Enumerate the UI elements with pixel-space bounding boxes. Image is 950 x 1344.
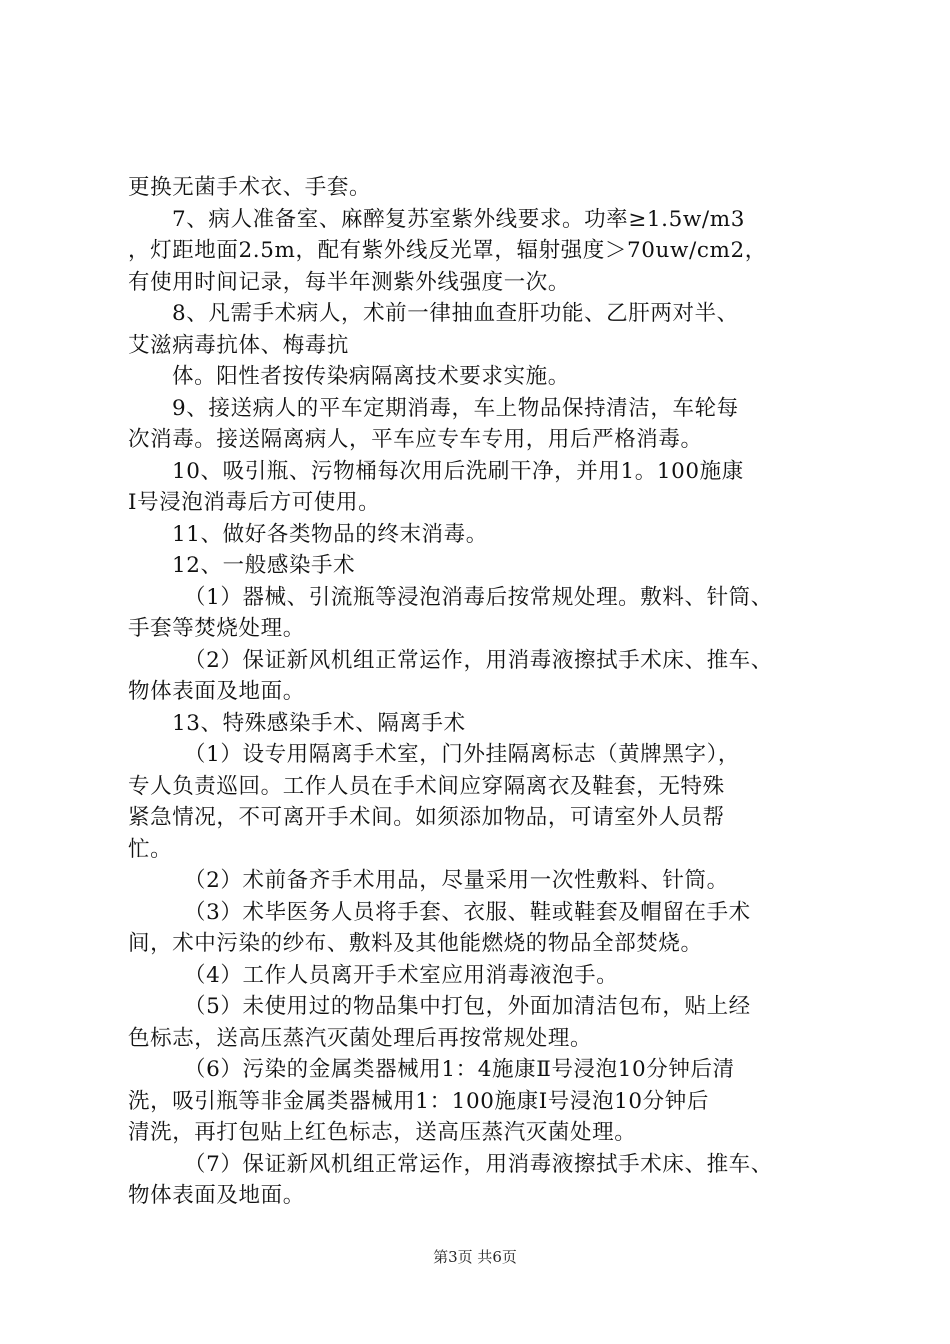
text-line: 有使用时间记录，每半年测紫外线强度一次。	[128, 269, 571, 295]
text-line: 忙。	[128, 836, 173, 862]
text-line: 手套等焚烧处理。	[128, 616, 305, 641]
text-line: 艾滋病毒抗体、梅毒抗	[128, 332, 350, 358]
text-line: 11、做好各类物品的终末消毒。	[172, 521, 488, 547]
text-line: 色标志，送高压蒸汽灭菌处理后再按常规处理。	[128, 1025, 593, 1051]
page-number-footer: 第3页 共6页	[433, 1248, 517, 1266]
text-line: ，灯距地面2.5m，配有紫外线反光罩，辐射强度＞70uw/cm2，	[128, 238, 767, 263]
text-line: 次消毒。接送隔离病人，平车应专车专用，用后严格消毒。	[128, 427, 703, 452]
text-line: 7、病人准备室、麻醉复苏室紫外线要求。功率≥1.5w/m3	[172, 206, 746, 232]
text-line: 8、凡需手术病人，术前一律抽血查肝功能、乙肝两对半、	[172, 301, 739, 326]
text-line: 物体表面及地面。	[128, 1183, 305, 1208]
text-line: 9、接送病人的平车定期消毒，车上物品保持清洁，车轮每	[172, 395, 739, 421]
text-line: （7）保证新风机组正常运作，用消毒液擦拭手术床、推车、	[184, 1151, 773, 1177]
text-line: 10、吸引瓶、污物桶每次用后洗刷干净，并用1。100施康	[172, 458, 744, 484]
text-line: （6）污染的金属类器械用1：4施康Ⅱ号浸泡10分钟后清	[184, 1057, 735, 1082]
text-line: 紧急情况，不可离开手术间。如须添加物品，可请室外人员帮	[128, 805, 725, 830]
text-line: （1）设专用隔离手术室，门外挂隔离标志（黄牌黑字），	[184, 742, 741, 767]
text-line: （2）保证新风机组正常运作，用消毒液擦拭手术床、推车、	[184, 647, 773, 673]
text-line: （3）术毕医务人员将手套、衣服、鞋或鞋套及帽留在手术	[184, 899, 751, 925]
text-line: Ⅰ号浸泡消毒后方可使用。	[128, 490, 381, 515]
text-line: 清洗，再打包贴上红色标志，送高压蒸汽灭菌处理。	[128, 1120, 637, 1145]
text-line: 12、一般感染手术	[172, 553, 356, 578]
text-line: （4）工作人员离开手术室应用消毒液泡手。	[184, 962, 619, 988]
text-line: 间，术中污染的纱布、敷料及其他能燃烧的物品全部焚烧。	[128, 931, 703, 956]
text-line: 13、特殊感染手术、隔离手术	[172, 710, 466, 736]
text-line: （1）器械、引流瓶等浸泡消毒后按常规处理。敷料、针筒、	[184, 584, 773, 610]
document-body	[128, 172, 838, 1212]
text-line: （2）术前备齐手术用品，尽量采用一次性敷料、针筒。	[184, 868, 729, 893]
text-line: 洗，吸引瓶等非金属类器械用1：100施康Ⅰ号浸泡10分钟后	[128, 1088, 709, 1114]
text-line: 专人负责巡回。工作人员在手术间应穿隔离衣及鞋套，无特殊	[128, 773, 725, 799]
text-line: 体。阳性者按传染病隔离技术要求实施。	[172, 364, 570, 389]
text-line: 物体表面及地面。	[128, 679, 305, 704]
text-line: （5）未使用过的物品集中打包，外面加清洁包布，贴上经	[184, 994, 751, 1019]
text-line: 更换无菌手术衣、手套。	[128, 175, 372, 200]
